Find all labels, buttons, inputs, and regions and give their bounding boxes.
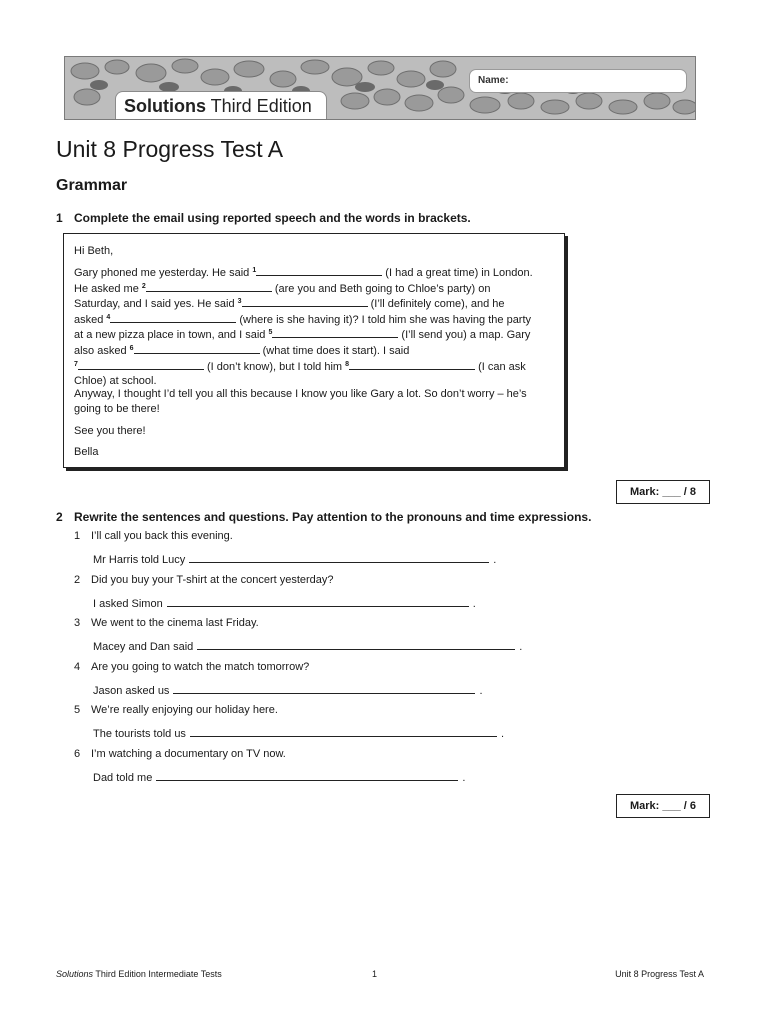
section-title: Grammar xyxy=(56,177,128,194)
email-text: (where is she having it)? I told him she was having the party xyxy=(236,313,532,326)
q2-item-sentence: I’m watching a documentary on TV now. xyxy=(91,748,286,760)
q2-answer-line xyxy=(93,726,504,740)
email-paragraph-2 xyxy=(74,387,558,416)
email-body xyxy=(74,265,558,389)
gap-4-blank[interactable] xyxy=(110,312,236,323)
gap-2-blank[interactable] xyxy=(146,281,272,292)
gap-number: 3 xyxy=(237,298,242,306)
q2-answer-line xyxy=(93,552,496,566)
q2-item-sentence: We’re really enjoying our holiday here. xyxy=(91,704,278,717)
email-text: (I don’t know), but I told him xyxy=(203,360,346,373)
q2-item-number: 2 xyxy=(74,573,81,586)
email-line xyxy=(74,312,558,328)
name-label: Name: xyxy=(478,75,509,86)
email-closing: See you there! xyxy=(74,425,146,437)
gap-number: 6 xyxy=(129,344,134,352)
gap-number: 7 xyxy=(74,360,78,368)
q2-answer-blank[interactable] xyxy=(189,552,489,563)
email-line xyxy=(74,343,558,359)
q2-item-prompt: Macey and Dan said xyxy=(93,641,194,654)
email-signature: Bella xyxy=(74,446,99,458)
gap-number: 8 xyxy=(345,360,350,368)
gap-1-blank[interactable] xyxy=(256,265,382,276)
q2-number: 2 xyxy=(56,510,63,524)
q2-item-end: . xyxy=(462,772,466,784)
email-text: (I had a great time) in London. xyxy=(382,267,533,279)
q2-item-sentence: I’ll call you back this evening. xyxy=(91,530,233,542)
q2-item-number: 3 xyxy=(74,617,81,630)
email-text: (I’ll definitely come), and he xyxy=(367,298,505,311)
q2-instruction: Rewrite the sentences and questions. Pay attention to the pronouns and time expressions. xyxy=(74,510,592,524)
email-text: Chloe) at school. xyxy=(74,375,157,388)
footer-brand: Solutions xyxy=(56,969,94,979)
q2-item-end: . xyxy=(479,684,483,697)
q2-item-prompt: Mr Harris told Lucy xyxy=(93,554,186,566)
q2-item-number: 6 xyxy=(74,748,81,760)
q2-answer-blank[interactable] xyxy=(156,770,458,781)
email-text: asked xyxy=(74,313,107,326)
q2-heading xyxy=(56,510,591,524)
email-text: Gary phoned me yesterday. He said xyxy=(74,267,253,279)
q1-heading xyxy=(56,211,471,225)
q2-answer-line xyxy=(93,683,483,697)
q2-item-end: . xyxy=(472,597,476,610)
q2-item-number: 4 xyxy=(74,660,81,673)
q2-answer-blank[interactable] xyxy=(197,639,515,650)
q2-answer-blank[interactable] xyxy=(167,596,469,607)
email-text: He asked me xyxy=(74,282,142,295)
email-greeting: Hi Beth, xyxy=(74,245,114,257)
footer-right: Unit 8 Progress Test A xyxy=(615,969,704,979)
q2-item-sentence: Did you buy your T-shirt at the concert yesterday? xyxy=(91,573,334,586)
email-text: (I’ll send you) a map. Gary xyxy=(398,329,531,342)
email-text: at a new pizza place in town, and I said xyxy=(74,329,269,342)
q2-item-sentence: Are you going to watch the match tomorrow? xyxy=(91,660,310,673)
q2-item-end: . xyxy=(500,728,504,741)
q2-mark-box[interactable]: Mark: ___ / 6 xyxy=(616,794,710,818)
brand-logo xyxy=(124,96,312,117)
email-text: (what time does it start). I said xyxy=(259,344,410,357)
q2-answer-line xyxy=(93,639,522,653)
q2-item-prompt: Jason asked us xyxy=(93,684,170,697)
gap-number: 4 xyxy=(106,313,111,321)
gap-3-blank[interactable] xyxy=(242,296,368,307)
q2-answer-blank[interactable] xyxy=(173,683,475,694)
header-banner xyxy=(64,56,696,120)
q2-item-end: . xyxy=(493,554,497,566)
q2-item-number: 1 xyxy=(74,530,81,542)
gap-number: 5 xyxy=(268,329,273,337)
q2-item-prompt: I asked Simon xyxy=(93,597,163,610)
email-box xyxy=(63,233,565,468)
email-line xyxy=(74,359,558,375)
brand-bold: Solutions xyxy=(124,96,206,116)
footer-left xyxy=(56,969,222,979)
email-text: also asked xyxy=(74,344,130,357)
brand-rest: Third Edition xyxy=(206,96,312,116)
footer-series: Third Edition Intermediate Tests xyxy=(93,969,222,979)
q2-item-sentence: We went to the cinema last Friday. xyxy=(91,617,259,630)
gap-7-blank[interactable] xyxy=(78,359,204,370)
email-line xyxy=(74,296,558,312)
gap-8-blank[interactable] xyxy=(349,359,475,370)
q2-item-end: . xyxy=(519,641,523,654)
email-text: going to be there! xyxy=(74,402,160,415)
email-text: (are you and Beth going to Chloe’s party) on xyxy=(271,282,491,295)
q2-item-number: 5 xyxy=(74,704,81,717)
email-text: (I can ask xyxy=(475,360,526,373)
brand-tab xyxy=(115,91,327,120)
page-number: 1 xyxy=(372,969,378,979)
q2-item-prompt: Dad told me xyxy=(93,772,153,784)
page-title: Unit 8 Progress Test A xyxy=(56,136,284,162)
email-text: Anyway, I thought I’d tell you all this because I know you like Gary a lot. So don’t worry – he’s xyxy=(74,388,527,400)
email-text: Saturday, and I said yes. He said xyxy=(74,298,238,311)
gap-5-blank[interactable] xyxy=(272,327,398,338)
gap-number: 2 xyxy=(141,282,146,290)
email-line xyxy=(74,281,558,297)
q1-number: 1 xyxy=(56,211,63,225)
name-field[interactable] xyxy=(469,69,687,93)
gap-6-blank[interactable] xyxy=(134,343,260,354)
q2-item-prompt: The tourists told us xyxy=(93,728,186,741)
q2-answer-line xyxy=(93,770,465,784)
q1-instruction: Complete the email using reported speech and the words in brackets. xyxy=(74,211,471,225)
gap-number: 1 xyxy=(252,267,257,274)
q1-mark-box[interactable]: Mark: ___ / 8 xyxy=(616,480,710,504)
email-line xyxy=(74,327,558,343)
q2-answer-blank[interactable] xyxy=(190,726,497,737)
q2-answer-line xyxy=(93,596,476,610)
email-line xyxy=(74,265,558,281)
